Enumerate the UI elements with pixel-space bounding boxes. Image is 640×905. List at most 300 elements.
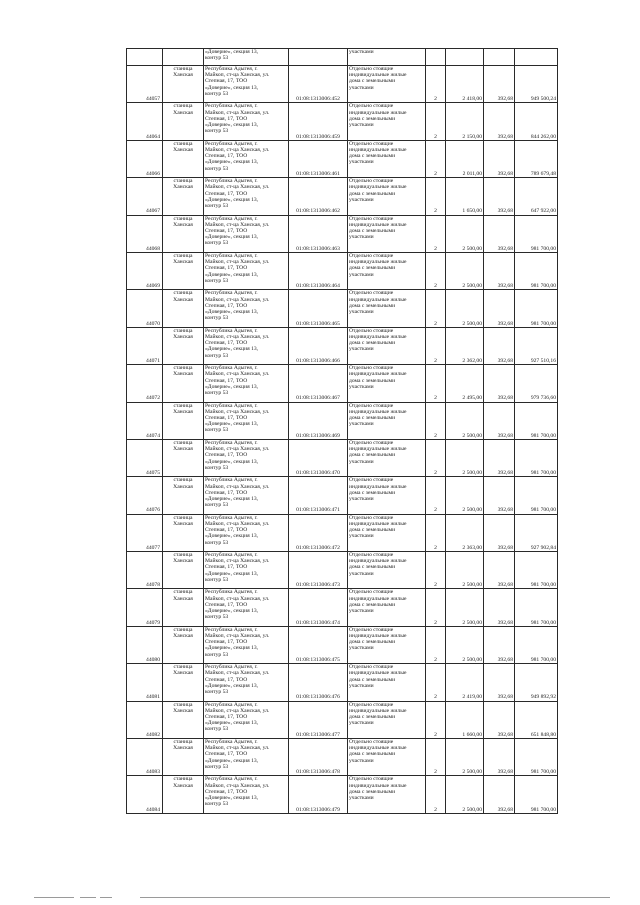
cell-cadastre: 01:08:1313006:465	[289, 290, 348, 327]
cell-floors: 2	[426, 215, 446, 252]
table-row	[127, 290, 558, 327]
type-line: индивидуальные жилые	[349, 595, 407, 602]
address-line: «Доверие», секция 13,	[205, 84, 259, 91]
address-line: Майкоп, ст-ца Ханская, ул.	[205, 707, 270, 714]
cell-rate: 392,68	[484, 701, 515, 738]
address-line: Республика Адыгея, г.	[205, 589, 258, 596]
address-line: Степная, 17, ТОО	[205, 564, 248, 571]
address-line: Степная, 17, ТОО	[205, 340, 248, 347]
station-line: станица	[173, 327, 193, 334]
cell-rate: 392,68	[484, 589, 515, 626]
cell-value: 981 700,00	[515, 626, 558, 663]
address-line: Майкоп, ст-ца Ханская, ул.	[205, 184, 270, 191]
table-row	[127, 664, 558, 701]
address-line: Степная, 17, ТОО	[205, 190, 248, 197]
address-line: Майкоп, ст-ца Ханская, ул.	[205, 109, 270, 116]
cell-area: 2 500,00	[446, 776, 484, 813]
cell-cadastre: 01:08:1313006:476	[289, 664, 348, 701]
cell-value: 949 500,24	[515, 66, 558, 103]
type-line: Отдельно стоящие	[349, 365, 394, 372]
cell-value: 949 892,92	[515, 664, 558, 701]
cell-address	[204, 589, 289, 626]
address-line: «Доверие», секция 13,	[205, 196, 259, 203]
cell-station	[163, 327, 204, 364]
address-line: «Доверие», секция 13,	[205, 495, 259, 502]
cell-id: 44077	[127, 514, 163, 551]
station-line: станица	[173, 439, 193, 446]
address-line: Степная, 17, ТОО	[205, 489, 248, 496]
type-line: дома с земельными	[349, 751, 396, 758]
cell-cadastre: 01:08:1313006:467	[289, 365, 348, 402]
address-line: «Доверие», секция 13,	[205, 421, 259, 428]
station-line: Ханская	[173, 633, 193, 640]
type-line: участками	[349, 84, 374, 91]
address-line: Степная, 17, ТОО	[205, 265, 248, 272]
address-line: контур 53	[205, 576, 229, 583]
station-line: Ханская	[173, 72, 193, 79]
table-row	[127, 589, 558, 626]
address-line: контур 53	[205, 539, 229, 546]
address-line: «Доверие», секция 13,	[205, 682, 259, 689]
type-line: дома с земельными	[349, 190, 396, 197]
cell-rate: 392,68	[484, 252, 515, 289]
cell-cadastre: 01:08:1313006:474	[289, 589, 348, 626]
cell-floors: 2	[426, 439, 446, 476]
cell-value: 789 679,48	[515, 140, 558, 177]
type-line: индивидуальные жилые	[349, 72, 407, 79]
cell-rate	[484, 49, 515, 66]
station-line: станица	[173, 626, 193, 633]
address-line: Степная, 17, ТОО	[205, 377, 248, 384]
cell-value: 981 700,00	[515, 776, 558, 813]
cell-cadastre: 01:08:1313006:452	[289, 66, 348, 103]
cell-cadastre: 01:08:1313006:459	[289, 103, 348, 140]
address-line: Степная, 17, ТОО	[205, 302, 248, 309]
cell-address	[204, 140, 289, 177]
table-row	[127, 514, 558, 551]
cell-type	[348, 514, 426, 551]
type-line: индивидуальные жилые	[349, 446, 407, 453]
station-line: станица	[173, 701, 193, 708]
table-row	[127, 626, 558, 663]
address-line: контур 53	[205, 801, 229, 808]
cell-station	[163, 701, 204, 738]
address-line: Майкоп, ст-ца Ханская, ул.	[205, 408, 270, 415]
address-line: Майкоп, ст-ца Ханская, ул.	[205, 782, 270, 789]
cell-id: 44074	[127, 402, 163, 439]
cell-address	[204, 626, 289, 663]
rule-segment	[34, 897, 74, 898]
type-line: Отдельно стоящие	[349, 103, 394, 110]
address-line: Республика Адыгея, г.	[205, 402, 258, 409]
cell-value: 981 700,00	[515, 552, 558, 589]
table-row	[127, 178, 558, 215]
type-line: дома с земельными	[349, 564, 396, 571]
address-line: «Доверие», секция 13,	[205, 383, 259, 390]
cell-cadastre: 01:08:1313006:461	[289, 140, 348, 177]
address-line: Республика Адыгея, г.	[205, 664, 258, 671]
address-line: Майкоп, ст-ца Ханская, ул.	[205, 595, 270, 602]
address-line: контур 53	[205, 689, 229, 696]
station-line: Ханская	[173, 558, 193, 565]
type-line: индивидуальные жилые	[349, 333, 407, 340]
cell-floors: 2	[426, 66, 446, 103]
address-line: Республика Адыгея, г.	[205, 514, 258, 521]
cell-station	[163, 402, 204, 439]
cell-station	[163, 552, 204, 589]
address-line: контур 53	[205, 464, 229, 471]
address-line: Майкоп, ст-ца Ханская, ул.	[205, 633, 270, 640]
cell-station	[163, 664, 204, 701]
cell-station	[163, 514, 204, 551]
cell-type	[348, 626, 426, 663]
cell-value: 981 700,00	[515, 215, 558, 252]
cell-id: 44082	[127, 701, 163, 738]
cell-type	[348, 327, 426, 364]
station-line: станица	[173, 365, 193, 372]
cell-cadastre: 01:08:1313006:478	[289, 739, 348, 776]
cell-id: 44068	[127, 215, 163, 252]
type-line: участками	[349, 720, 374, 727]
address-line: Степная, 17, ТОО	[205, 452, 248, 459]
type-line: дома с земельными	[349, 377, 396, 384]
type-line: индивидуальные жилые	[349, 633, 407, 640]
cell-id: 44071	[127, 327, 163, 364]
station-line: Ханская	[173, 446, 193, 453]
cell-area: 2 011,00	[446, 140, 484, 177]
type-line: индивидуальные жилые	[349, 109, 407, 116]
type-line: участками	[349, 608, 374, 615]
address-line: Республика Адыгея, г.	[205, 178, 258, 185]
type-line: индивидуальные жилые	[349, 558, 407, 565]
cell-station	[163, 776, 204, 813]
address-line: Степная, 17, ТОО	[205, 714, 248, 721]
cell-rate: 392,68	[484, 776, 515, 813]
cell-floors: 2	[426, 252, 446, 289]
address-line: контур 53	[205, 726, 229, 733]
cell-cadastre: 01:08:1313006:479	[289, 776, 348, 813]
cell-cadastre: 01:08:1313006:475	[289, 626, 348, 663]
cell-station	[163, 66, 204, 103]
cell-area	[446, 49, 484, 66]
cell-address	[204, 327, 289, 364]
table-row	[127, 103, 558, 140]
cell-address	[204, 514, 289, 551]
cell-value: 647 922,00	[515, 178, 558, 215]
station-line: Ханская	[173, 109, 193, 116]
cell-rate: 392,68	[484, 66, 515, 103]
cell-id: 44083	[127, 739, 163, 776]
type-line: участками	[349, 122, 374, 128]
address-line: «Доверие», секция 13,	[205, 720, 259, 727]
address-line: Республика Адыгея, г.	[205, 739, 258, 746]
address-line: контур 53	[205, 352, 229, 359]
type-line: участками	[349, 458, 374, 465]
cell-floors: 2	[426, 290, 446, 327]
address-line: контур 53	[205, 128, 229, 135]
address-line: «Доверие», секция 13,	[205, 533, 259, 540]
cell-cadastre: 01:08:1313006:471	[289, 477, 348, 514]
address-line: Майкоп, ст-ца Ханская, ул.	[205, 296, 270, 303]
cell-area: 2 495,00	[446, 365, 484, 402]
type-line: Отдельно стоящие	[349, 626, 394, 633]
type-line: дома с земельными	[349, 265, 396, 272]
station-line: станица	[173, 664, 193, 671]
address-line: «Доверие», секция 13,	[205, 49, 259, 55]
cell-address	[204, 365, 289, 402]
address-line: «Доверие», секция 13,	[205, 234, 259, 241]
address-line: Майкоп, ст-ца Ханская, ул.	[205, 745, 270, 752]
cell-station	[163, 178, 204, 215]
cell-area: 2 500,00	[446, 552, 484, 589]
address-line: контур 53	[205, 389, 229, 396]
cell-floors: 2	[426, 365, 446, 402]
address-line: Республика Адыгея, г.	[205, 701, 258, 708]
address-line: Республика Адыгея, г.	[205, 215, 258, 222]
cell-value: 981 700,00	[515, 477, 558, 514]
cell-rate: 392,68	[484, 514, 515, 551]
address-line: Степная, 17, ТОО	[205, 414, 248, 421]
type-line: участками	[349, 682, 374, 689]
cell-rate: 392,68	[484, 626, 515, 663]
cell-address	[204, 215, 289, 252]
cell-cadastre: 01:08:1313006:464	[289, 252, 348, 289]
cell-value: 979 736,60	[515, 365, 558, 402]
type-line: дома с земельными	[349, 489, 396, 496]
cell-type	[348, 215, 426, 252]
address-line: контур 53	[205, 651, 229, 658]
cell-floors: 2	[426, 776, 446, 813]
type-line: Отдельно стоящие	[349, 589, 394, 596]
type-line: дома с земельными	[349, 153, 396, 160]
type-line: индивидуальные жилые	[349, 371, 407, 378]
address-line: Степная, 17, ТОО	[205, 676, 248, 683]
type-line: участками	[349, 196, 374, 203]
cell-id: 44070	[127, 290, 163, 327]
cell-rate: 392,68	[484, 290, 515, 327]
address-line: Республика Адыгея, г.	[205, 626, 258, 633]
address-line: контур 53	[205, 202, 229, 209]
type-line: участками	[349, 49, 374, 55]
cell-type	[348, 552, 426, 589]
address-line: Майкоп, ст-ца Ханская, ул.	[205, 670, 270, 677]
cell-area: 2 500,00	[446, 290, 484, 327]
type-line: участками	[349, 570, 374, 577]
address-line: контур 53	[205, 165, 229, 172]
station-line: станица	[173, 402, 193, 409]
cell-value: 844 262,00	[515, 103, 558, 140]
type-line: индивидуальные жилые	[349, 782, 407, 789]
address-line: Республика Адыгея, г.	[205, 365, 258, 372]
cell-cadastre	[289, 49, 348, 66]
address-line: Степная, 17, ТОО	[205, 601, 248, 608]
type-line: дома с земельными	[349, 527, 396, 534]
address-line: Республика Адыгея, г.	[205, 66, 258, 72]
address-line: Майкоп, ст-ца Ханская, ул.	[205, 72, 270, 79]
cell-rate: 392,68	[484, 103, 515, 140]
type-line: участками	[349, 234, 374, 241]
type-line: участками	[349, 795, 374, 802]
cell-value: 981 700,00	[515, 439, 558, 476]
cell-address	[204, 178, 289, 215]
page-bottom-rule	[0, 897, 640, 898]
type-line: участками	[349, 757, 374, 764]
type-line: участками	[349, 271, 374, 278]
cell-value: 981 700,00	[515, 290, 558, 327]
station-line: станица	[173, 252, 193, 259]
cell-value: 981 700,00	[515, 589, 558, 626]
type-line: дома с земельными	[349, 452, 396, 459]
cell-rate: 392,68	[484, 402, 515, 439]
station-line: Ханская	[173, 184, 193, 191]
type-line: индивидуальные жилые	[349, 408, 407, 415]
type-line: индивидуальные жилые	[349, 184, 407, 191]
type-line: дома с земельными	[349, 714, 396, 721]
cell-area: 2 419,00	[446, 664, 484, 701]
address-line: Майкоп, ст-ца Ханская, ул.	[205, 483, 270, 490]
cell-value: 981 700,00	[515, 739, 558, 776]
type-line: Отдельно стоящие	[349, 140, 394, 147]
cell-floors: 2	[426, 140, 446, 177]
cell-type	[348, 664, 426, 701]
address-line: Степная, 17, ТОО	[205, 788, 248, 795]
cell-type	[348, 252, 426, 289]
address-line: «Доверие», секция 13,	[205, 122, 259, 128]
address-line: Республика Адыгея, г.	[205, 477, 258, 484]
type-line: индивидуальные жилые	[349, 670, 407, 677]
cell-value: 651 848,80	[515, 701, 558, 738]
station-line: Ханская	[173, 707, 193, 714]
station-line: Ханская	[173, 333, 193, 340]
cell-station	[163, 140, 204, 177]
table-row	[127, 66, 558, 103]
type-line: Отдельно стоящие	[349, 215, 394, 222]
cell-floors: 2	[426, 589, 446, 626]
type-line: участками	[349, 308, 374, 315]
cell-type	[348, 402, 426, 439]
cell-address	[204, 739, 289, 776]
address-line: «Доверие», секция 13,	[205, 757, 259, 764]
cell-floors: 2	[426, 664, 446, 701]
address-line: Майкоп, ст-ца Ханская, ул.	[205, 221, 270, 228]
cell-area: 2 500,00	[446, 215, 484, 252]
type-line: Отдельно стоящие	[349, 439, 394, 446]
cell-address	[204, 49, 289, 66]
address-line: Майкоп, ст-ца Ханская, ул.	[205, 446, 270, 453]
station-line: станица	[173, 103, 193, 110]
type-line: индивидуальные жилые	[349, 707, 407, 714]
cell-floors	[426, 49, 446, 66]
table-body	[127, 49, 558, 814]
station-line: станица	[173, 215, 193, 222]
cell-area: 2 500,00	[446, 439, 484, 476]
cell-value: 981 700,00	[515, 252, 558, 289]
rule-segment	[140, 897, 610, 898]
cell-cadastre: 01:08:1313006:472	[289, 514, 348, 551]
station-line: Ханская	[173, 146, 193, 153]
cell-type	[348, 103, 426, 140]
cell-station	[163, 365, 204, 402]
cell-station	[163, 252, 204, 289]
type-line: Отдельно стоящие	[349, 739, 394, 746]
cell-area: 2 500,00	[446, 252, 484, 289]
cell-station	[163, 626, 204, 663]
address-line: Степная, 17, ТОО	[205, 639, 248, 646]
station-line: Ханская	[173, 670, 193, 677]
table-row	[127, 252, 558, 289]
cell-id: 44057	[127, 66, 163, 103]
cell-address	[204, 701, 289, 738]
cell-cadastre: 01:08:1313006:477	[289, 701, 348, 738]
address-line: Степная, 17, ТОО	[205, 153, 248, 160]
cell-area: 2 150,00	[446, 103, 484, 140]
cell-type	[348, 66, 426, 103]
station-line: Ханская	[173, 483, 193, 490]
type-line: индивидуальные жилые	[349, 296, 407, 303]
cell-area: 2 363,00	[446, 514, 484, 551]
address-line: Степная, 17, ТОО	[205, 527, 248, 534]
table-row	[127, 552, 558, 589]
cell-rate: 392,68	[484, 739, 515, 776]
address-line: Майкоп, ст-ца Ханская, ул.	[205, 259, 270, 266]
cell-type	[348, 290, 426, 327]
cell-floors: 2	[426, 626, 446, 663]
station-line: станица	[173, 66, 193, 72]
cell-area: 2 500,00	[446, 626, 484, 663]
cell-floors: 2	[426, 477, 446, 514]
cell-address	[204, 252, 289, 289]
cell-floors: 2	[426, 739, 446, 776]
address-line: «Доверие», секция 13,	[205, 795, 259, 802]
address-line: Степная, 17, ТОО	[205, 751, 248, 758]
address-line: Республика Адыгея, г.	[205, 103, 258, 110]
cell-address	[204, 776, 289, 813]
cell-rate: 392,68	[484, 664, 515, 701]
cell-floors: 2	[426, 514, 446, 551]
type-line: дома с земельными	[349, 302, 396, 309]
type-line: дома с земельными	[349, 676, 396, 683]
address-line: контур 53	[205, 614, 229, 621]
type-line: Отдельно стоящие	[349, 252, 394, 259]
type-line: Отдельно стоящие	[349, 327, 394, 334]
type-line: дома с земельными	[349, 601, 396, 608]
cell-station	[163, 290, 204, 327]
cell-id: 44084	[127, 776, 163, 813]
cell-area: 2 500,00	[446, 402, 484, 439]
station-line: станица	[173, 514, 193, 521]
station-line: станица	[173, 477, 193, 484]
type-line: дома с земельными	[349, 639, 396, 646]
table-row	[127, 215, 558, 252]
cell-rate: 392,68	[484, 552, 515, 589]
cell-cadastre: 01:08:1313006:469	[289, 402, 348, 439]
type-line: участками	[349, 645, 374, 652]
type-line: участками	[349, 421, 374, 428]
cell-cadastre: 01:08:1313006:462	[289, 178, 348, 215]
cell-address	[204, 103, 289, 140]
table-row	[127, 477, 558, 514]
type-line: Отдельно стоящие	[349, 66, 394, 72]
table-row	[127, 739, 558, 776]
type-line: индивидуальные жилые	[349, 146, 407, 153]
type-line: Отдельно стоящие	[349, 514, 394, 521]
station-line: Ханская	[173, 371, 193, 378]
address-line: Республика Адыгея, г.	[205, 140, 258, 147]
cell-id: 44076	[127, 477, 163, 514]
rule-segment	[80, 897, 96, 898]
station-line: Ханская	[173, 259, 193, 266]
station-line: Ханская	[173, 408, 193, 415]
